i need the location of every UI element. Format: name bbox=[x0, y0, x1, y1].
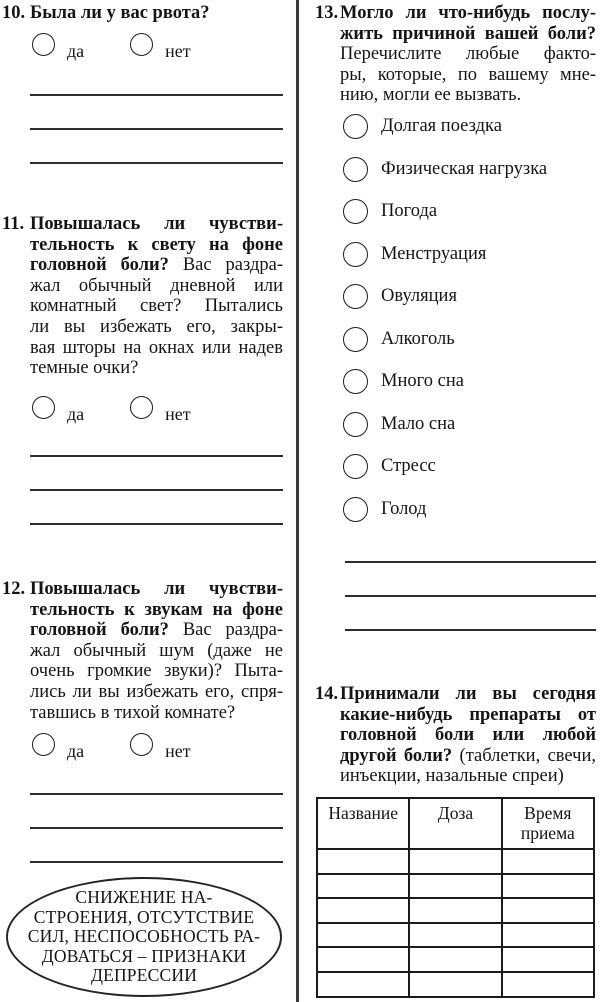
option-radio-icon[interactable] bbox=[343, 412, 368, 437]
question-11-blank-lines bbox=[30, 455, 283, 557]
question-text-line: тельность к звукам на фоне bbox=[30, 599, 283, 620]
option-label: Погода bbox=[381, 201, 438, 221]
factor-option bbox=[343, 327, 547, 352]
callout-text-line: СИЛ, НЕСПОСОБНОСТЬ РА- bbox=[27, 926, 261, 947]
table-cell[interactable] bbox=[502, 898, 594, 923]
question-text-line: Повышалась ли чувстви- bbox=[30, 214, 283, 234]
factor-option bbox=[343, 497, 547, 522]
question-text-line: ры, которые, по вашему мне- bbox=[340, 64, 596, 85]
no-option bbox=[130, 733, 191, 760]
yes-radio-icon[interactable] bbox=[32, 33, 55, 56]
question-text-line: жить причиной вашей боли? bbox=[340, 23, 596, 44]
table-row bbox=[317, 947, 594, 972]
table-cell[interactable] bbox=[409, 874, 501, 899]
table-header-row bbox=[317, 798, 594, 849]
question-10-text bbox=[30, 3, 283, 24]
question-text-line: вая шторы на окнах или надев bbox=[30, 337, 283, 358]
table-cell[interactable] bbox=[409, 849, 501, 874]
table-header-cell: Название bbox=[317, 798, 409, 849]
table-cell[interactable] bbox=[409, 898, 501, 923]
answer-blank-line[interactable] bbox=[30, 455, 283, 457]
factor-option bbox=[343, 157, 547, 182]
yes-option bbox=[32, 33, 84, 60]
option-label: Мало сна bbox=[381, 413, 456, 434]
table-header-cell: Время приема bbox=[502, 798, 594, 849]
question-10-blank-lines bbox=[30, 94, 283, 196]
yes-radio-icon[interactable] bbox=[32, 396, 55, 419]
answer-blank-line[interactable] bbox=[30, 827, 283, 829]
table-row bbox=[317, 972, 594, 997]
yes-label: да bbox=[67, 404, 85, 424]
option-radio-icon[interactable] bbox=[343, 199, 368, 224]
factor-option bbox=[343, 242, 547, 267]
option-label: Много сна bbox=[381, 371, 464, 391]
answer-blank-line[interactable] bbox=[30, 489, 283, 491]
table-cell[interactable] bbox=[317, 923, 409, 948]
question-text-line: очень громкие звуки)? Пыта- bbox=[30, 661, 283, 682]
question-11-answers bbox=[32, 396, 191, 423]
no-label: нет bbox=[165, 741, 191, 761]
depression-note-oval bbox=[6, 877, 282, 997]
factor-option bbox=[343, 199, 547, 224]
question-text-line: тельность к свету на фоне bbox=[30, 234, 283, 255]
medication-table bbox=[316, 797, 595, 998]
answer-blank-line[interactable] bbox=[30, 523, 283, 525]
table-cell[interactable] bbox=[502, 947, 594, 972]
question-10-answers bbox=[32, 33, 191, 60]
question-text-line: головной боли? Вас раздра- bbox=[30, 255, 283, 276]
question-text-line: какие-нибудь препараты от bbox=[340, 704, 596, 725]
no-option bbox=[130, 33, 191, 60]
option-label: Алкоголь bbox=[381, 328, 455, 349]
question-text-line: Могло ли что-нибудь послу- bbox=[340, 3, 596, 23]
answer-blank-line[interactable] bbox=[345, 561, 596, 563]
question-13-blank-lines bbox=[345, 561, 596, 663]
question-11-text bbox=[30, 214, 283, 379]
factor-option bbox=[343, 454, 547, 479]
question-text-line: Была ли у вас рвота? bbox=[30, 3, 210, 23]
option-radio-icon[interactable] bbox=[343, 114, 368, 139]
answer-blank-line[interactable] bbox=[345, 629, 596, 631]
question-text-line: Принимали ли вы сегодня bbox=[340, 684, 596, 704]
question-text-line: тавшись в тихой комнате? bbox=[30, 702, 236, 723]
callout-text-line: ДОВАТЬСЯ – ПРИЗНАКИ bbox=[41, 945, 247, 966]
table-cell[interactable] bbox=[317, 874, 409, 899]
option-radio-icon[interactable] bbox=[343, 369, 368, 394]
table-row bbox=[317, 849, 594, 874]
callout-text-line: СНИЖЕНИЕ НА- bbox=[75, 887, 213, 908]
option-radio-icon[interactable] bbox=[343, 454, 368, 479]
no-option bbox=[130, 396, 191, 423]
option-radio-icon[interactable] bbox=[343, 242, 368, 267]
table-row bbox=[317, 874, 594, 899]
table-cell[interactable] bbox=[409, 972, 501, 997]
answer-blank-line[interactable] bbox=[345, 595, 596, 597]
question-text-line: комнатный свет? Пытались bbox=[30, 296, 283, 317]
table-cell[interactable] bbox=[409, 947, 501, 972]
option-label: Физическая нагрузка bbox=[381, 158, 548, 179]
factor-option bbox=[343, 369, 547, 394]
factor-option bbox=[343, 284, 547, 309]
question-text-line: инъекции, назальные спреи) bbox=[340, 766, 564, 787]
factor-option bbox=[343, 114, 547, 139]
question-text-line: ли вы избежать его, закры- bbox=[30, 316, 283, 337]
answer-blank-line[interactable] bbox=[30, 162, 283, 164]
question-12-text bbox=[30, 579, 283, 723]
table-cell[interactable] bbox=[317, 898, 409, 923]
question-11-number: 11. bbox=[2, 214, 25, 234]
table-cell[interactable] bbox=[317, 972, 409, 997]
factor-option bbox=[343, 412, 547, 437]
no-radio-icon[interactable] bbox=[130, 733, 153, 756]
question-10-number: 10. bbox=[2, 3, 26, 23]
option-label: Стресс bbox=[381, 456, 436, 476]
question-14-text bbox=[340, 684, 596, 787]
answer-blank-line[interactable] bbox=[30, 793, 283, 795]
table-cell[interactable] bbox=[502, 874, 594, 899]
yes-label: да bbox=[67, 741, 85, 761]
option-radio-icon[interactable] bbox=[343, 284, 368, 309]
no-radio-icon[interactable] bbox=[130, 396, 153, 419]
question-text-line: головной боли или любой bbox=[340, 725, 596, 746]
table-cell[interactable] bbox=[502, 923, 594, 948]
table-cell[interactable] bbox=[317, 849, 409, 874]
yes-option bbox=[32, 733, 84, 760]
option-radio-icon[interactable] bbox=[343, 497, 368, 522]
question-text-line: Перечислите любые факто- bbox=[340, 44, 596, 65]
option-label: Долгая поездка bbox=[381, 116, 502, 136]
option-label: Овуляция bbox=[381, 286, 457, 306]
yes-option bbox=[32, 396, 84, 423]
question-12-answers bbox=[32, 733, 191, 760]
option-radio-icon[interactable] bbox=[343, 327, 368, 352]
option-label: Менструация bbox=[381, 243, 487, 264]
table-header-cell: Доза bbox=[409, 798, 501, 849]
question-text-line: Повышалась ли чувстви- bbox=[30, 579, 283, 599]
question-14-number: 14. bbox=[315, 684, 339, 704]
callout-text-line: СТРОЕНИЯ, ОТСУТСТВИЕ bbox=[33, 906, 255, 927]
table-cell[interactable] bbox=[317, 947, 409, 972]
option-radio-icon[interactable] bbox=[343, 157, 368, 182]
callout-text-line: ДЕПРЕССИИ bbox=[90, 965, 198, 986]
question-13-factor-options bbox=[343, 114, 547, 539]
question-13-text bbox=[340, 3, 596, 106]
question-text-line: темные очки? bbox=[30, 358, 139, 379]
option-label: Голод bbox=[381, 498, 427, 519]
question-text-line: жал обычный дневной или bbox=[30, 275, 283, 296]
yes-radio-icon[interactable] bbox=[32, 733, 55, 756]
question-text-line: жал обычный шум (даже не bbox=[30, 640, 283, 661]
table-row bbox=[317, 898, 594, 923]
table-cell[interactable] bbox=[502, 972, 594, 997]
column-divider bbox=[296, 0, 299, 1002]
no-label: нет bbox=[165, 41, 191, 61]
question-text-line: другой боли? (таблетки, свечи, bbox=[340, 745, 596, 766]
question-text-line: нию, могли ее вызвать. bbox=[340, 85, 522, 106]
table-cell[interactable] bbox=[502, 849, 594, 874]
question-text-line: лись ли вы избежать его, спря- bbox=[30, 681, 283, 702]
table-cell[interactable] bbox=[409, 923, 501, 948]
question-13-number: 13. bbox=[315, 3, 339, 23]
question-12-number: 12. bbox=[2, 579, 26, 599]
no-radio-icon[interactable] bbox=[130, 33, 153, 56]
no-label: нет bbox=[165, 404, 191, 424]
answer-blank-line[interactable] bbox=[30, 861, 283, 863]
question-text-line: головной боли? Вас раздра- bbox=[30, 620, 283, 641]
answer-blank-line[interactable] bbox=[30, 94, 283, 96]
table-row bbox=[317, 923, 594, 948]
answer-blank-line[interactable] bbox=[30, 128, 283, 130]
yes-label: да bbox=[67, 41, 85, 61]
